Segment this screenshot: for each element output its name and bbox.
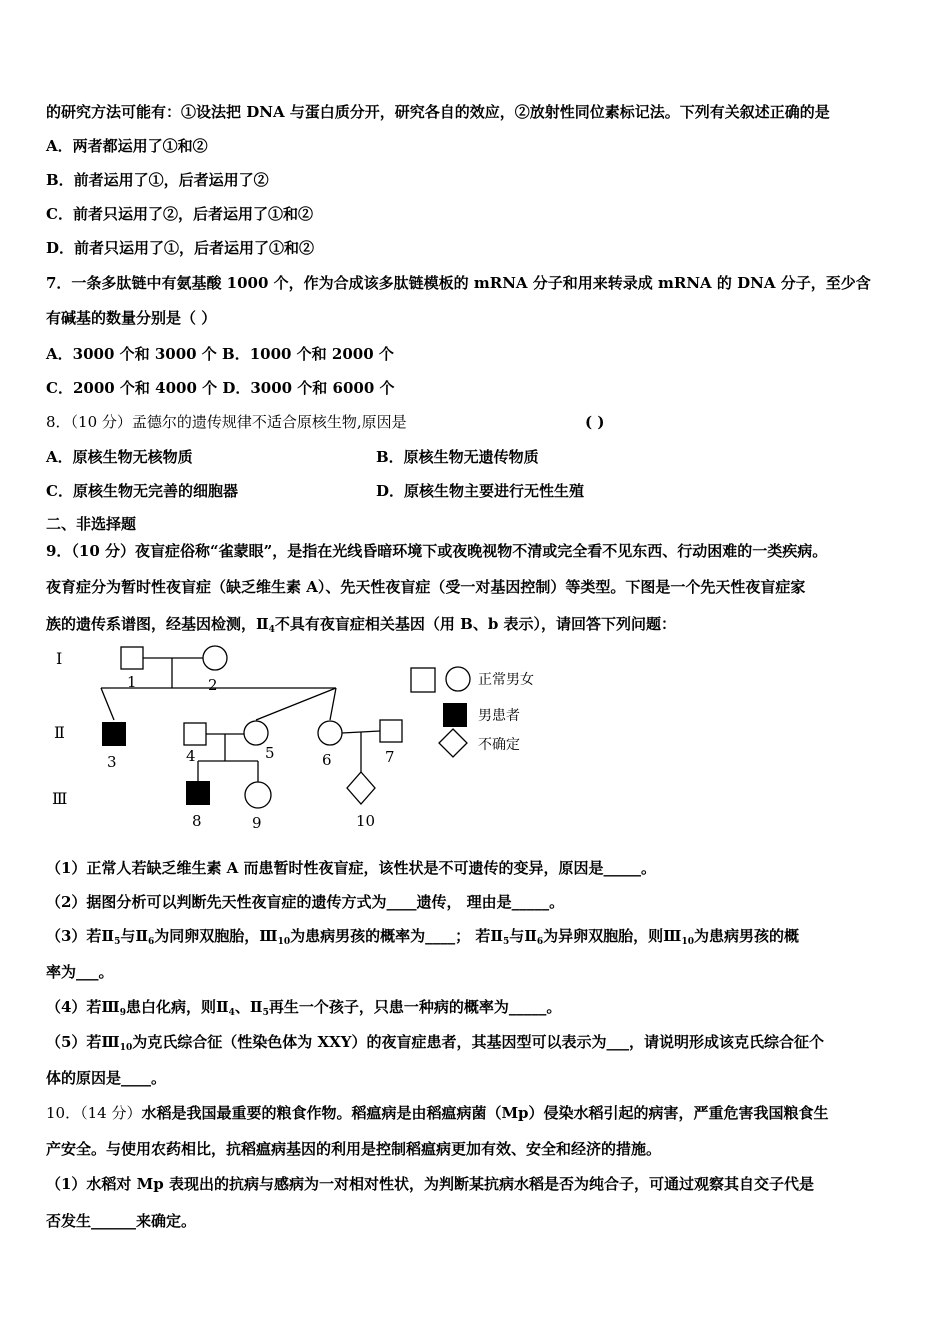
q9-p3-s5: 6 — [536, 937, 544, 947]
q9-p3-t7: 为患病男孩的概 — [693, 927, 799, 945]
q9-l3-a: 族的遗传系谱图，经基因检测，Ⅱ — [46, 615, 269, 633]
q9-p5-s1: 10 — [119, 1043, 133, 1053]
q9-p4-t4: 再生一个孩子，只患一种病的概率为_____。 — [268, 998, 562, 1016]
q9-stem-line3 — [46, 614, 676, 640]
legend-affected-male-symbol — [443, 703, 467, 727]
generation-label-III: Ⅲ — [52, 789, 68, 808]
q9-part2: （2）据图分析可以判断先天性夜盲症的遗传方式为____遗传， 理由是_____。 — [46, 893, 565, 911]
individual-number-7: 7 — [385, 748, 395, 766]
q9-l3-b: 不具有夜盲症相关基因（用 B、b 表示），请回答下列问题： — [274, 615, 677, 633]
legend-normal-female-symbol — [446, 667, 470, 691]
q7-options-row1: A．3000 个和 3000 个 B．1000 个和 2000 个 — [46, 345, 394, 363]
q8-option-b: B．原核生物无遗传物质 — [376, 448, 539, 466]
individual-II7-normal-male — [380, 720, 402, 742]
q9-p3-s1: 5 — [114, 937, 121, 947]
q9-p4-t1: （4）若Ⅲ — [46, 998, 120, 1016]
q7-stem-line1: 7．一条多肽链中有氨基酸 1000 个，作为合成该多肽链模板的 mRNA 分子和用来转录成 mRNA 的 DNA 分子，至少含 — [46, 274, 871, 292]
legend-normal-label: 正常男女 — [478, 672, 534, 688]
q6-option-a: A．两者都运用了①和② — [46, 137, 208, 155]
individual-number-1: 1 — [127, 673, 137, 691]
individual-number-9: 9 — [252, 814, 262, 832]
branch-to-II5 — [256, 688, 336, 720]
q9-p4-s1: 9 — [119, 1008, 126, 1018]
q8-option-d: D．原核生物主要进行无性生殖 — [376, 482, 585, 500]
individual-number-6: 6 — [322, 751, 332, 769]
q9-p3-t3: 为同卵双胞胎，Ⅲ — [154, 927, 278, 945]
individual-III9-normal-female — [245, 782, 271, 808]
q9-p3-t5: 与Ⅱ — [509, 927, 537, 945]
q6-option-c: C．前者只运用了②，后者运用了①和② — [46, 205, 313, 223]
q9-part5-line2: 体的原因是____。 — [46, 1069, 167, 1087]
q6-stem-tail: 的研究方法可能有：①设法把 DNA 与蛋白质分开，研究各自的效应，②放射性同位素标记法。下列有关叙述正确的是 — [46, 103, 830, 121]
legend-uncertain-symbol — [439, 729, 467, 757]
pedigree-svg — [40, 640, 580, 840]
q9-part3-line1 — [46, 926, 799, 952]
legend-normal-male-symbol — [411, 668, 435, 692]
q8-option-c: C．原核生物无完善的细胞器 — [46, 482, 238, 500]
individual-number-10: 10 — [356, 812, 376, 830]
pedigree-chart — [40, 640, 580, 840]
generation-label-II: Ⅱ — [54, 723, 65, 742]
individual-I1-normal-male — [121, 647, 143, 669]
q9-p4-s2: 4 — [228, 1008, 235, 1018]
individual-II5-normal-female — [244, 721, 268, 745]
individual-number-4: 4 — [186, 747, 196, 765]
q10-part1-line1: （1）水稻对 Mp 表现出的抗病与感病为一对相对性状，为判断某抗病水稻是否为纯合子，可通过观察其自交子代是 — [46, 1175, 814, 1193]
q6-option-d: D．前者只运用了①，后者运用了①和② — [46, 239, 315, 257]
individual-II3-affected-male — [102, 722, 126, 746]
branch-to-II6 — [330, 688, 336, 720]
branch-to-II3 — [101, 688, 114, 720]
q9-p3-t1: （3）若Ⅱ — [46, 927, 115, 945]
q10-stem-line1 — [46, 1103, 829, 1123]
q9-p3-t2: 与Ⅱ — [120, 927, 149, 945]
individual-III10-uncertain — [347, 772, 375, 804]
individual-number-2: 2 — [208, 676, 218, 694]
q8-option-a: A．原核生物无核物质 — [46, 448, 193, 466]
q9-part5-line1 — [46, 1032, 824, 1058]
q9-part1: （1）正常人若缺乏维生素 A 而患暂时性夜盲症，该性状是不可遗传的变异，原因是_____。 — [46, 859, 657, 877]
individual-II4-normal-male — [184, 723, 206, 745]
individual-number-8: 8 — [192, 812, 202, 830]
q10-l1-text: 水稻是我国最重要的粮食作物。稻瘟病是由稻瘟病菌（Mp）侵染水稻引起的病害，严重危害我国粮食生 — [141, 1104, 829, 1122]
q9-p5-t2: 为克氏综合征（性染色体为 XXY）的夜盲症患者，其基因型可以表示为___，请说明形成该克氏综合征个 — [132, 1033, 824, 1051]
q9-p4-t3: 、Ⅱ — [234, 998, 263, 1016]
q8-answer-paren: ( ) — [585, 413, 605, 431]
q9-l3-sub: 4 — [268, 625, 275, 635]
q8-options-row1 — [46, 447, 746, 467]
q9-p3-s3: 10 — [277, 937, 291, 947]
q6-option-b: B．前者运用了①，后者运用了② — [46, 171, 269, 189]
q10-number: 10．（14 分） — [46, 1104, 142, 1122]
individual-III8-affected-male — [186, 781, 210, 805]
individual-number-5: 5 — [265, 744, 275, 762]
q10-stem-line2: 产安全。与使用农药相比，抗稻瘟病基因的利用是控制稻瘟病更加有效、安全和经济的措施。 — [46, 1140, 662, 1158]
q8-options-row2 — [46, 481, 746, 501]
q9-p4-t2: 患白化病，则Ⅱ — [125, 998, 229, 1016]
q9-p3-t6: 为异卵双胞胎，则Ⅲ — [543, 927, 682, 945]
legend-uncertain-label: 不确定 — [478, 737, 520, 753]
q9-stem-line2: 夜育症分为暂时性夜盲症（缺乏维生素 A）、先天性夜盲症（受一对基因控制）等类型。下图是一个先天性夜盲症家 — [46, 578, 806, 596]
individual-I2-normal-female — [203, 646, 227, 670]
q9-part3-line2: 率为___。 — [46, 963, 114, 981]
q9-part4 — [46, 997, 561, 1023]
section-heading: 二、非选择题 — [46, 515, 137, 533]
q9-p3-s4: 5 — [502, 937, 510, 947]
q9-p3-s6: 10 — [681, 937, 694, 947]
q9-p3-s2: 6 — [148, 937, 155, 947]
individual-II6-normal-female — [318, 721, 342, 745]
q8-stem-text: 8．（10 分）孟德尔的遗传规律不适合原核生物,原因是 — [46, 413, 407, 431]
q7-options-row2: C．2000 个和 4000 个 D．3000 个和 6000 个 — [46, 379, 395, 397]
generation-label-I: Ⅰ — [56, 649, 63, 668]
q9-p5-t1: （5）若Ⅲ — [46, 1033, 120, 1051]
q9-p4-s3: 5 — [262, 1008, 269, 1018]
q7-stem-line2: 有碱基的数量分别是（ ） — [46, 309, 217, 327]
q9-p3-t4: 为患病男孩的概率为____； 若Ⅱ — [290, 927, 503, 945]
q10-part1-line2: 否发生______来确定。 — [46, 1212, 197, 1230]
q9-stem-line1: 9．（10 分）夜盲症俗称“雀蒙眼”，是指在光线昏暗环境下或夜晚视物不清或完全看不见东西、行动困难的一类疾病。 — [46, 542, 828, 560]
q8-stem — [46, 412, 746, 432]
individual-number-3: 3 — [107, 753, 117, 771]
legend-affected-label: 男患者 — [478, 708, 520, 724]
